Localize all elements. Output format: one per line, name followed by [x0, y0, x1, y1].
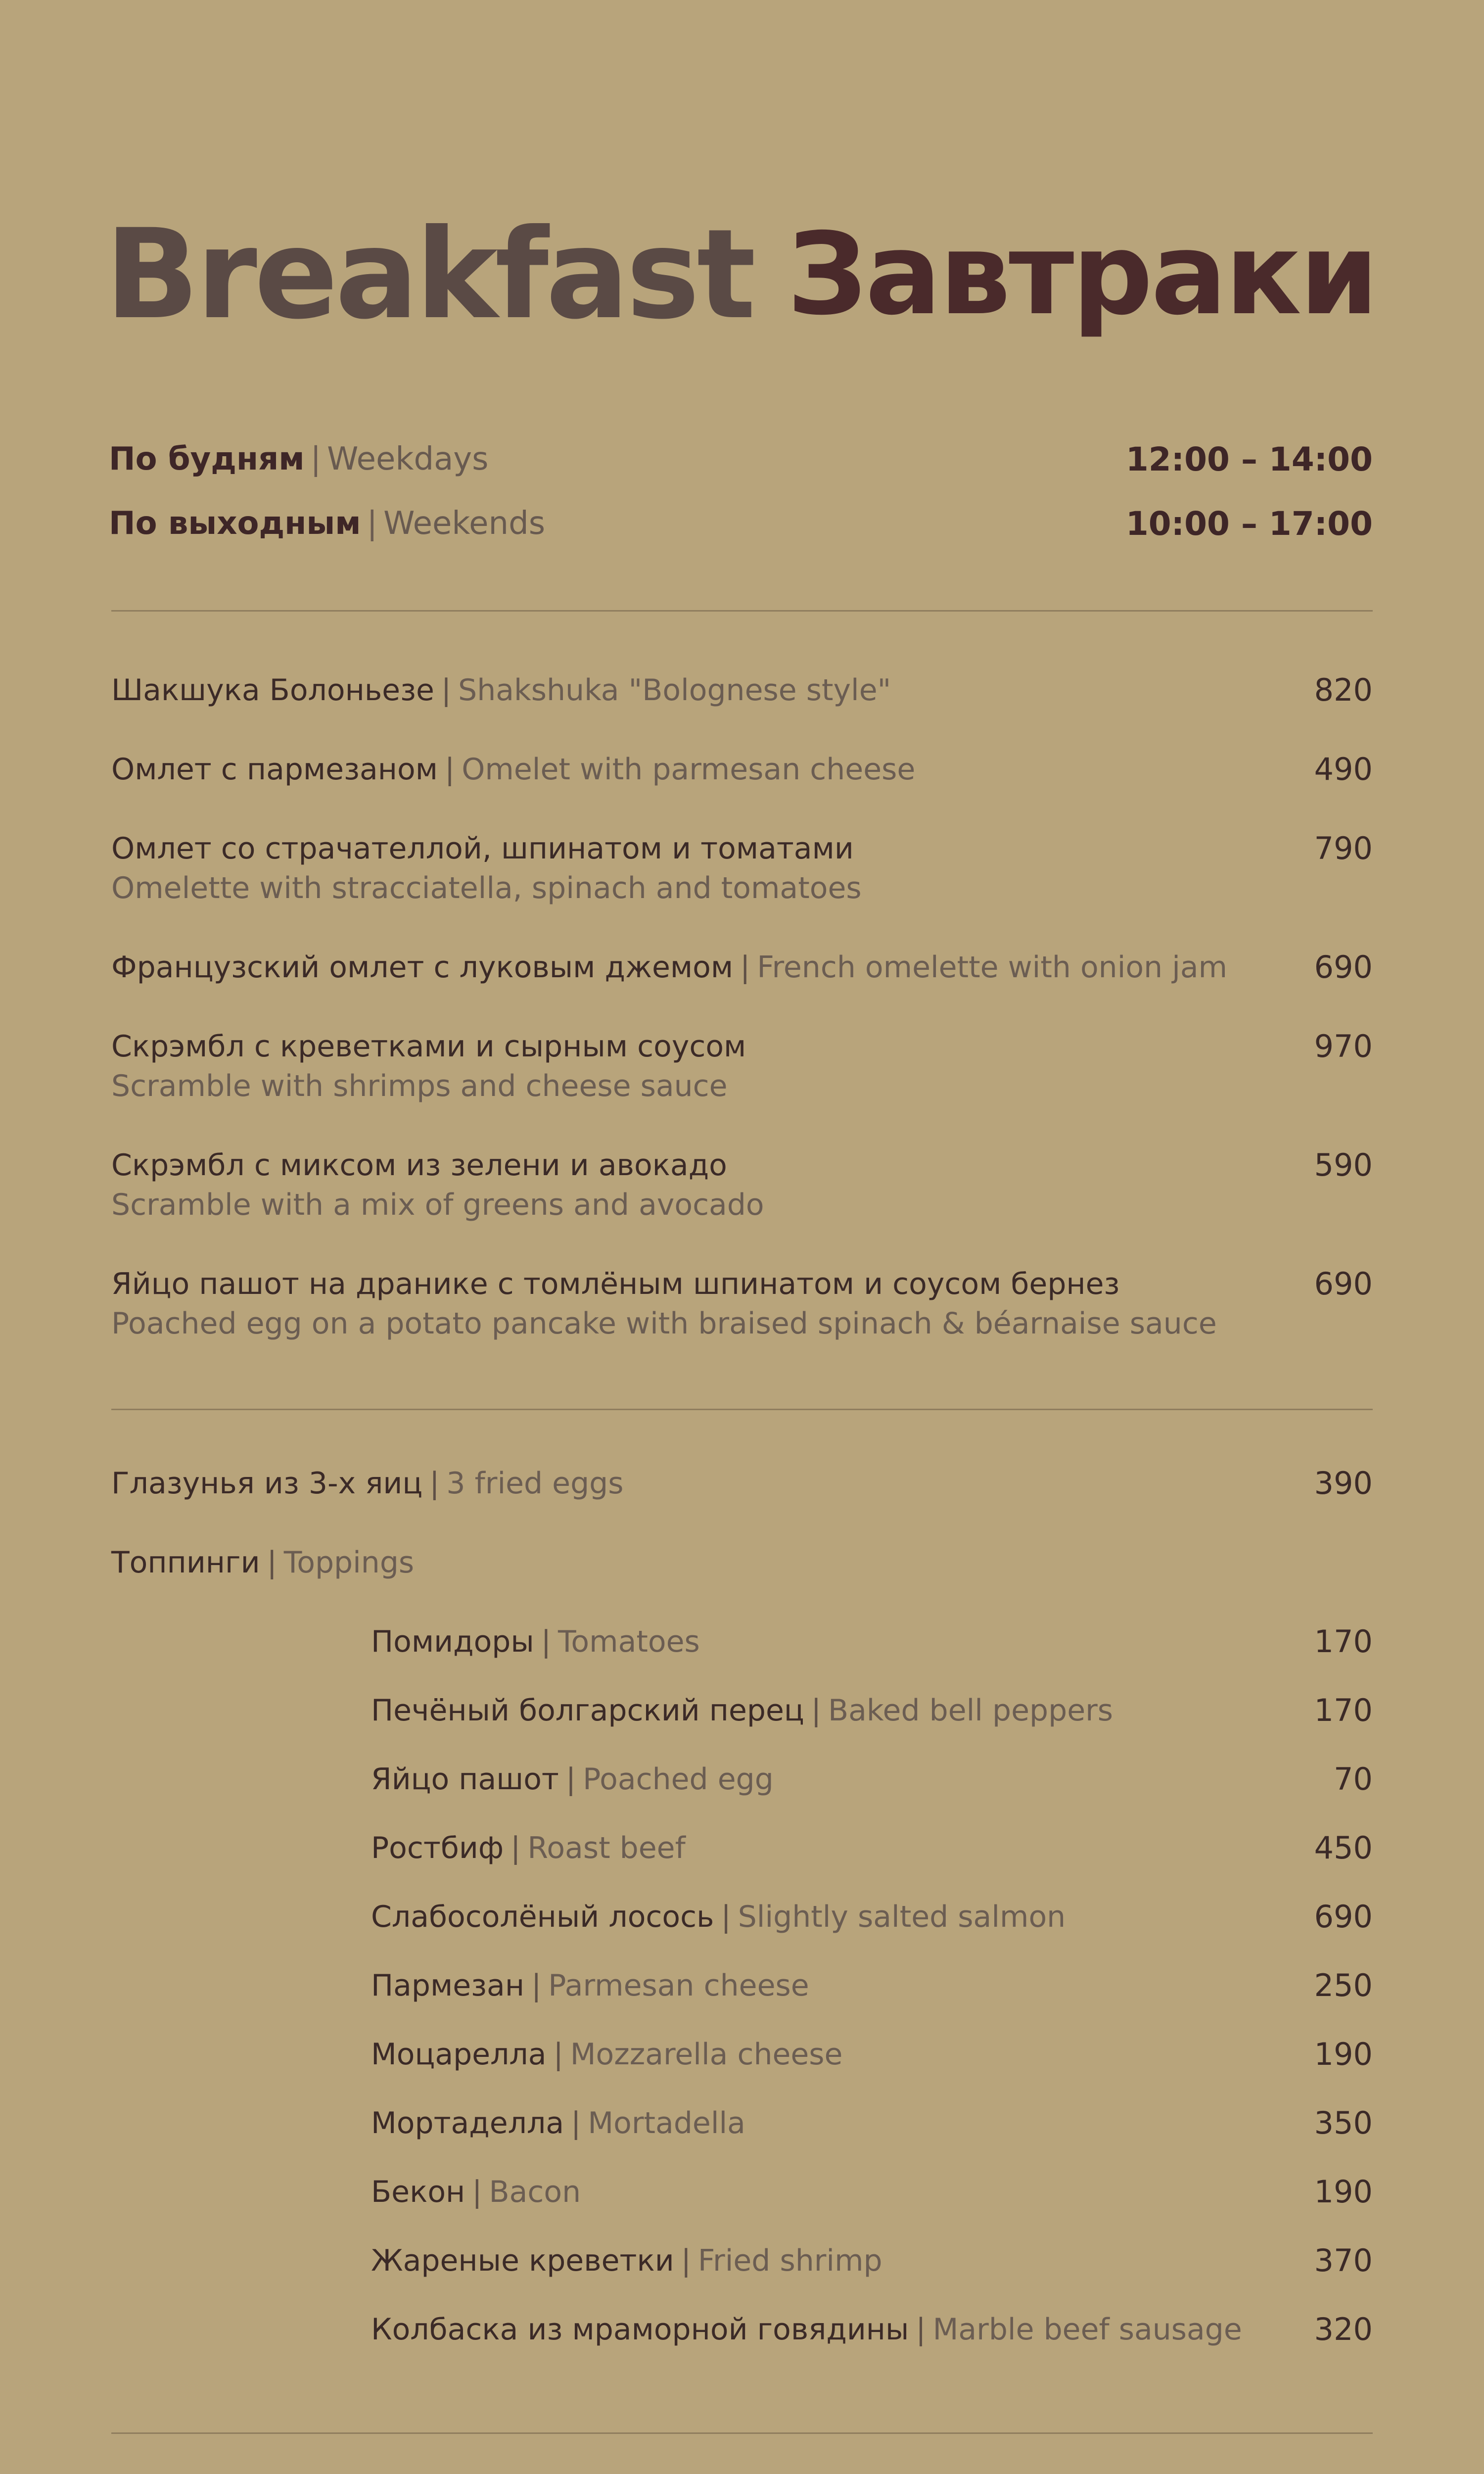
title-russian: Завтраки — [787, 208, 1377, 340]
topping-name-en: Baked bell peppers — [828, 1693, 1113, 1728]
separator: | — [681, 2243, 691, 2278]
separator: | — [721, 1900, 731, 1934]
topping-item — [371, 2172, 1373, 2212]
item-name-line — [111, 670, 1373, 710]
separator: | — [444, 752, 455, 787]
topping-name-en: Marble beef sausage — [932, 2312, 1242, 2347]
item-price: 820 — [1314, 672, 1373, 708]
separator: | — [367, 505, 378, 542]
hours-weekdays — [109, 434, 1373, 484]
topping-price: 370 — [1314, 2242, 1373, 2279]
hours-time: 12:00 – 14:00 — [1125, 440, 1373, 478]
separator: | — [571, 2106, 581, 2141]
item-name-ru: Яйцо пашот на дранике с томлёным шпинатом и соусом бернез — [111, 1267, 1120, 1301]
separator: | — [541, 1624, 551, 1659]
divider — [111, 610, 1373, 612]
hours-time: 10:00 – 17:00 — [1125, 504, 1373, 543]
topping-item — [371, 1897, 1373, 1937]
menu-item — [111, 1264, 1373, 1343]
divider — [111, 2432, 1373, 2434]
hours-weekends — [109, 499, 1373, 548]
menu-item-fried-eggs — [111, 1464, 1373, 1503]
topping-item — [371, 2035, 1373, 2074]
item-name-ru: Скрэмбл с креветками и сырным соусом — [111, 1029, 746, 1064]
item-name-ru: Французский омлет с луковым джемом — [111, 950, 734, 985]
separator: | — [267, 1545, 277, 1580]
item-price: 490 — [1314, 751, 1373, 787]
topping-price: 250 — [1314, 1967, 1373, 2003]
topping-price: 690 — [1314, 1899, 1373, 1935]
topping-name-ru: Помидоры — [371, 1624, 534, 1659]
menu-item — [111, 1145, 1373, 1225]
topping-item — [371, 1622, 1373, 1662]
separator: | — [916, 2312, 926, 2347]
separator: | — [310, 441, 322, 477]
item-name-ru: Глазунья из 3-х яиц — [111, 1466, 423, 1501]
topping-price: 170 — [1314, 1623, 1373, 1660]
item-name-en: Poached egg on a potato pancake with braised spinach & béarnaise sauce — [111, 1306, 1217, 1341]
separator: | — [441, 673, 452, 708]
topping-name-en: Mortadella — [588, 2106, 745, 2141]
item-price: 970 — [1314, 1028, 1373, 1064]
topping-name-en: Mozzarella cheese — [570, 2037, 843, 2072]
topping-item — [371, 2310, 1373, 2349]
topping-name-ru: Бекон — [371, 2175, 465, 2209]
topping-name-ru: Пармезан — [371, 1968, 525, 2003]
divider — [111, 1409, 1373, 1410]
topping-name-en: Tomatoes — [557, 1624, 700, 1659]
hours-label-ru: По будням — [109, 441, 305, 477]
separator: | — [510, 1831, 521, 1865]
item-name-ru: Скрэмбл с миксом из зелени и авокадо — [111, 1148, 727, 1183]
hours-label-en: Weekends — [383, 505, 546, 542]
topping-name-ru: Печёный болгарский перец — [371, 1693, 804, 1728]
toppings-header-ru: Топпинги — [111, 1545, 260, 1580]
topping-item — [371, 1760, 1373, 1799]
topping-price: 190 — [1314, 2036, 1373, 2072]
menu-item — [111, 670, 1373, 710]
item-name-en: French omelette with onion jam — [757, 950, 1228, 985]
separator: | — [565, 1762, 576, 1797]
topping-name-ru: Жареные креветки — [371, 2243, 674, 2278]
topping-name-en: Slightly salted salmon — [738, 1900, 1066, 1934]
item-name-ru: Шакшука Болоньезе — [111, 673, 434, 708]
item-name-line — [111, 1464, 1373, 1503]
topping-price: 170 — [1314, 1692, 1373, 1728]
topping-price: 450 — [1314, 1830, 1373, 1866]
separator: | — [472, 2175, 482, 2209]
hours-label — [109, 441, 489, 477]
topping-item — [371, 2241, 1373, 2281]
separator: | — [429, 1466, 440, 1501]
separator: | — [531, 1968, 542, 2003]
separator: | — [811, 1693, 821, 1728]
topping-price: 350 — [1314, 2105, 1373, 2141]
toppings-header — [111, 1543, 1373, 1582]
item-name-line — [111, 948, 1373, 987]
toppings-header-line — [111, 1543, 1373, 1582]
topping-item — [371, 1828, 1373, 1868]
item-name-ru: Омлет с пармезаном — [111, 752, 438, 787]
item-name-en: Omelet with parmesan cheese — [462, 752, 916, 787]
topping-price: 320 — [1314, 2311, 1373, 2347]
topping-item — [371, 2103, 1373, 2143]
topping-name-ru: Моцарелла — [371, 2037, 547, 2072]
topping-name-en: Poached egg — [583, 1762, 774, 1797]
topping-name-ru: Слабосолёный лосось — [371, 1900, 714, 1934]
topping-item — [371, 1691, 1373, 1730]
topping-name-ru: Ростбиф — [371, 1831, 504, 1865]
hours-label-en: Weekdays — [327, 441, 489, 477]
menu-item — [111, 829, 1373, 908]
item-name-en: Scramble with a mix of greens and avocado — [111, 1188, 764, 1222]
topping-name-ru: Яйцо пашот — [371, 1762, 559, 1797]
item-name-en: Omelette with stracciatella, spinach and tomatoes — [111, 871, 862, 905]
item-name-en: 3 fried eggs — [446, 1466, 624, 1501]
menu-item — [111, 948, 1373, 987]
item-price: 690 — [1314, 1266, 1373, 1302]
menu-item — [111, 750, 1373, 789]
item-name-en: Shakshuka "Bolognese style" — [458, 673, 891, 708]
topping-item — [371, 1966, 1373, 2005]
topping-name-en: Roast beef — [527, 1831, 686, 1865]
topping-name-en: Bacon — [489, 2175, 581, 2209]
item-name-ru: Омлет со страчателлой, шпинатом и томатами — [111, 831, 854, 866]
topping-name-en: Parmesan cheese — [548, 1968, 809, 2003]
toppings-header-en: Toppings — [283, 1545, 415, 1580]
topping-name-en: Fried shrimp — [697, 2243, 882, 2278]
topping-name-ru: Колбаска из мраморной говядины — [371, 2312, 909, 2347]
topping-name-ru: Мортаделла — [371, 2106, 564, 2141]
separator: | — [553, 2037, 563, 2072]
item-price: 390 — [1314, 1465, 1373, 1501]
topping-price: 70 — [1334, 1761, 1373, 1797]
item-price: 690 — [1314, 949, 1373, 985]
menu-item — [111, 1027, 1373, 1106]
item-price: 790 — [1314, 830, 1373, 866]
title-english: Breakfast — [105, 202, 753, 346]
hours-label — [109, 505, 545, 542]
item-name-line — [111, 750, 1373, 789]
item-name-en: Scramble with shrimps and cheese sauce — [111, 1069, 728, 1103]
hours-label-ru: По выходным — [109, 505, 361, 542]
separator: | — [740, 950, 750, 985]
topping-price: 190 — [1314, 2174, 1373, 2210]
item-price: 590 — [1314, 1147, 1373, 1183]
